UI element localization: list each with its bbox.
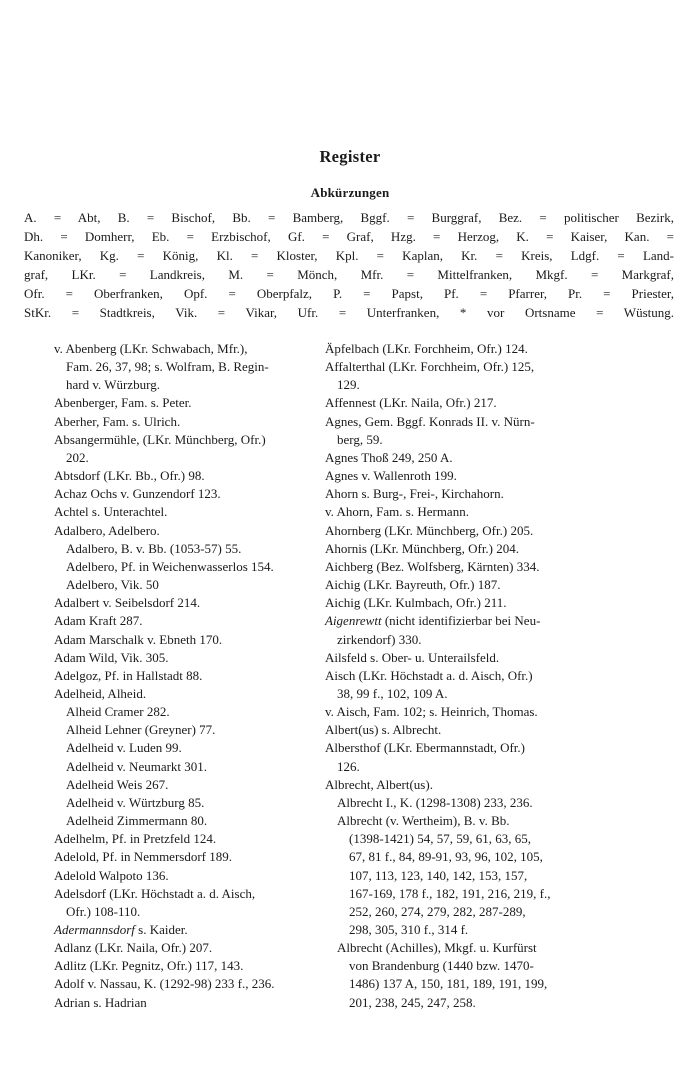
index-entry-continuation: zirkendorf) 330. [337,631,422,647]
abbreviation-line: Dh. = Domherr, Eb. = Erzbischof, Gf. = Graf, Hzg. = Herzog, K. = Kaiser, Kan. = [24,229,674,245]
index-subentry: Albrecht (v. Wertheim), B. v. Bb. [337,813,510,829]
index-entry: Affennest (LKr. Naila, Ofr.) 217. [325,395,497,411]
index-subentry: Adelheid Zimmermann 80. [66,813,208,829]
index-entry-continuation: berg, 59. [337,431,383,447]
index-entry: Adolf v. Nassau, K. (1292-98) 233 f., 236. [54,976,275,992]
index-entry: Albrecht, Albert(us). [325,776,433,792]
index-entry: Adelgoz, Pf. in Hallstadt 88. [54,667,203,683]
index-entry: v. Aisch, Fam. 102; s. Heinrich, Thomas. [325,704,538,720]
index-subentry: Adalbero, B. v. Bb. (1053-57) 55. [66,540,242,556]
abbreviation-line: A. = Abt, B. = Bischof, Bb. = Bamberg, Bggf. = Burggraf, Bez. = politischer Bezirk, [24,210,674,225]
abbreviations-paragraph [24,208,674,323]
entry-reference: s. Kaider. [138,922,188,937]
index-entry: Adlitz (LKr. Pegnitz, Ofr.) 117, 143. [54,958,244,974]
abbreviation-line: graf, LKr. = Landkreis, M. = Mönch, Mfr. = Mittelfranken, Mkgf. = Markgraf, [24,267,674,283]
index-entry [54,921,306,939]
index-entry-continuation: von Brandenburg (1440 bzw. 1470- [349,958,534,974]
section-subtitle: Abkürzungen [310,185,390,200]
index-entry: Agnes Thoß 249, 250 A. [325,449,453,465]
index-entry: Adlanz (LKr. Naila, Ofr.) 207. [54,940,213,956]
index-entry: Ahornberg (LKr. Münchberg, Ofr.) 205. [325,522,534,538]
index-entry: Ahornis (LKr. Münchberg, Ofr.) 204. [325,540,520,556]
index-entry: Ailsfeld s. Ober- u. Unterailsfeld. [325,649,500,665]
place-name-italic: Aigenrewtt [325,613,382,629]
index-entry: Absangermühle, (LKr. Münchberg, Ofr.) [54,431,266,447]
index-subentry: Albrecht (Achilles), Mkgf. u. Kurfürst [337,940,537,956]
abbreviation-line: Kanoniker, Kg. = König, Kl. = Kloster, Kpl. = Kaplan, Kr. = Kreis, Ldgf. = Land- [24,248,674,264]
index-entry: Achaz Ochs v. Gunzendorf 123. [54,486,221,502]
index-entry: Aisch (LKr. Höchstadt a. d. Aisch, Ofr.) [325,667,533,683]
index-subentry: Adelbero, Pf. in Weichenwasserlos 154. [66,558,274,574]
index-entry: Aichig (LKr. Bayreuth, Ofr.) 187. [325,577,501,593]
index-entry-continuation: (1398-1421) 54, 57, 59, 61, 63, 65, [349,831,531,847]
index-entry: Adalbero, Adelbero. [54,522,160,538]
index-subentry: Adelheid Weis 267. [66,776,169,792]
index-entry: Albert(us) s. Albrecht. [325,722,442,738]
index-entry: Affalterthal (LKr. Forchheim, Ofr.) 125, [325,359,535,375]
index-entry: v. Abenberg (LKr. Schwabach, Mfr.), [54,341,248,356]
index-entry: v. Ahorn, Fam. s. Hermann. [325,504,469,520]
index-entry: Aichig (LKr. Kulmbach, Ofr.) 211. [325,595,507,611]
index-entry-continuation: 252, 260, 274, 279, 282, 287-289, [349,903,526,919]
index-entry: Aberher, Fam. s. Ulrich. [54,413,181,429]
index-subentry: Alheid Cramer 282. [66,704,170,720]
index-entry-continuation: Ofr.) 108-110. [66,903,141,919]
abbreviation-line: StKr. = Stadtkreis, Vik. = Vikar, Ufr. = Unterfranken, * vor Ortsname = Wüstung. [24,305,674,321]
index-entry: Adam Wild, Vik. 305. [54,649,169,665]
index-subentry: Adelheid v. Neumarkt 301. [66,758,208,774]
index-entry: Agnes v. Wallenroth 199. [325,468,457,484]
index-entry-continuation: 126. [337,758,360,774]
index-entry-continuation: 1486) 137 A, 150, 181, 189, 191, 199, [349,976,548,992]
index-entry: Abenberger, Fam. s. Peter. [54,395,192,411]
index-entry: Adalbert v. Seibelsdorf 214. [54,595,201,611]
index-entry [325,612,582,630]
abbreviation-line: Ofr. = Oberfranken, Opf. = Oberpfalz, P. = Papst, Pf. = Pfarrer, Pr. = Priester, [24,286,674,302]
index-entry: Adam Kraft 287. [54,613,143,629]
index-entry: Adelheid, Alheid. [54,685,147,701]
place-name-italic: Adermannsdorf [54,922,135,937]
index-entry: Albersthof (LKr. Ebermannstadt, Ofr.) [325,740,526,756]
index-entry: Abtsdorf (LKr. Bb., Ofr.) 98. [54,468,205,484]
index-column-left [54,340,306,1012]
index-entry-continuation: 298, 305, 310 f., 314 f. [349,922,469,937]
index-entry-continuation: 107, 113, 123, 140, 142, 153, 157, [349,867,528,883]
index-entry: Adelsdorf (LKr. Höchstadt a. d. Aisch, [54,885,256,901]
index-entry-continuation: Fam. 26, 37, 98; s. Wolfram, B. Regin- [66,359,269,375]
index-entry-continuation: 201, 238, 245, 247, 258. [349,994,476,1010]
index-entry-continuation: 67, 81 f., 84, 89-91, 93, 96, 102, 105, [349,849,543,865]
index-entry: Äpfelbach (LKr. Forchheim, Ofr.) 124. [325,341,528,356]
index-entry-continuation: 167-169, 178 f., 182, 191, 216, 219, f., [349,885,551,901]
index-subentry: Adelbero, Vik. 50 [66,577,159,593]
index-entry: Achtel s. Unterachtel. [54,504,168,520]
index-entry-continuation: 129. [337,377,360,393]
index-entry-continuation: 202. [66,449,89,465]
index-entry-continuation: hard v. Würzburg. [66,377,160,393]
page-title: Register [319,147,381,166]
index-entry: Adrian s. Hadrian [54,994,147,1010]
index-entry: Ahorn s. Burg-, Frei-, Kirchahorn. [325,486,504,502]
index-entry-continuation: 38, 99 f., 102, 109 A. [337,685,448,701]
index-entry: Adam Marschalk v. Ebneth 170. [54,631,223,647]
index-subentry: Adelheid v. Würtzburg 85. [66,794,205,810]
index-entry: Aichberg (Bez. Wolfsberg, Kärnten) 334. [325,558,540,574]
index-entry: Adelhelm, Pf. in Pretzfeld 124. [54,831,217,847]
index-subentry: Alheid Lehner (Greyner) 77. [66,722,216,738]
index-entry: Adelold, Pf. in Nemmersdorf 189. [54,849,233,865]
index-column-right [325,340,582,1012]
entry-note: (nicht identifizierbar bei Neu- [384,613,541,629]
index-entry: Agnes, Gem. Bggf. Konrads II. v. Nürn- [325,413,535,429]
index-subentry: Albrecht I., K. (1298-1308) 233, 236. [337,794,533,810]
index-entry: Adelold Walpoto 136. [54,867,169,883]
index-subentry: Adelheid v. Luden 99. [66,740,182,756]
